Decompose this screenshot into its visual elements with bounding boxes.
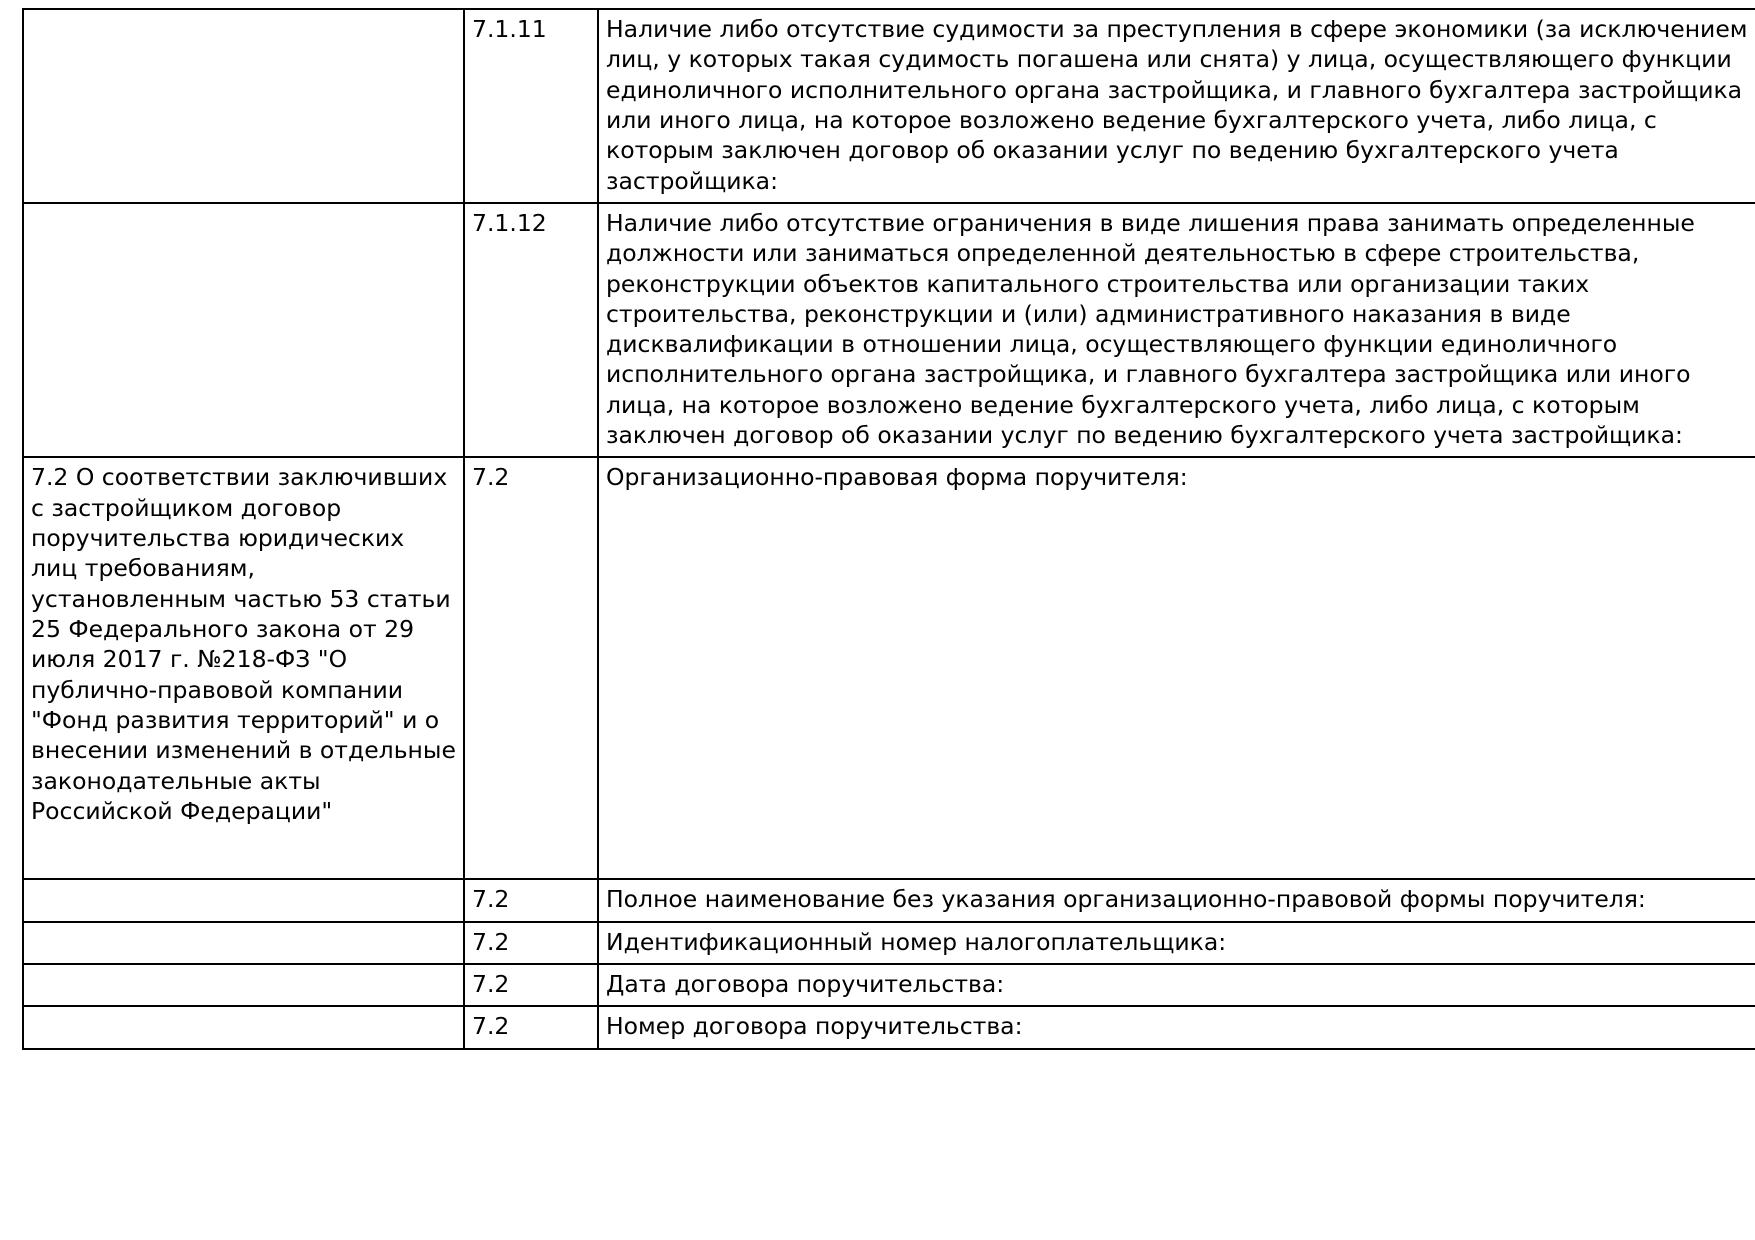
row-7-2-form-col-b [464, 457, 598, 879]
row-7-2-form-description: Организационно-правовая форма поручителя: [606, 463, 1188, 492]
row-7-2-inn-number: 7.2 [472, 927, 510, 956]
table-row [23, 457, 1755, 879]
row-7-2-name-col-a [23, 879, 464, 921]
row-7-2-date-col-c [598, 964, 1755, 1006]
row-7-1-12-col-c [598, 203, 1755, 458]
row-7-2-name-number: 7.2 [472, 885, 510, 914]
table-row [23, 922, 1755, 964]
section-7-2-title: 7.2 О соответствии заключивших с застройщиком договор поручительства юридических лиц требованиям, установленным частью 53 статьи 25 Федерального закона от 29 июля 2017 г. №218-ФЗ "О публично-правовой компании "Фонд развития территорий" и о внесении изменений в отдельные законодательные акты Российской Федерации" [31, 463, 464, 825]
row-7-2-date-col-a [23, 964, 464, 1006]
table-row [23, 1006, 1755, 1048]
row-7-1-11-col-b [464, 9, 598, 203]
row-7-2-form-number: 7.2 [472, 463, 510, 492]
declaration-table [22, 8, 1755, 1050]
row-7-1-11-number: 7.1.11 [472, 15, 547, 43]
row-7-1-12-description: Наличие либо отсутствие ограничения в виде лишения права занимать определенные должности или заниматься определенной деятельностью в сфере строительства, реконструкции объектов капитального строительства или организации таких строительства, реконструкции и (или) административного наказания в виде дисквалификации в отношении лица, осуществляющего функции единоличного исполнительного органа застройщика, и главного бухгалтера застройщика или иного лица, на которое возложено ведение бухгалтерского учета, либо лица, с которым заключен договор об оказании услуг по ведению бухгалтерского учета застройщика: [606, 208, 1703, 450]
table-row [23, 203, 1755, 458]
table-row [23, 9, 1755, 203]
row-7-2-date-number: 7.2 [472, 970, 510, 998]
row-7-2-inn-col-c [598, 922, 1755, 964]
row-7-2-number-col-a [23, 1006, 464, 1048]
row-7-2-number-description: Номер договора поручительства: [606, 1012, 1023, 1041]
row-7-2-name-col-b [464, 879, 598, 921]
row-7-1-12-number: 7.1.12 [472, 208, 547, 237]
row-7-2-date-description: Дата договора поручительства: [606, 970, 1005, 998]
row-7-1-12-col-a [23, 203, 464, 458]
row-7-2-inn-description: Идентификационный номер налогоплательщика: [606, 927, 1227, 956]
table-row [23, 879, 1755, 921]
row-7-2-number-col-c [598, 1006, 1755, 1048]
row-7-2-number-col-b [464, 1006, 598, 1048]
table-row [23, 964, 1755, 1006]
row-7-1-11-col-a [23, 9, 464, 203]
row-7-1-11-col-c [598, 9, 1755, 203]
row-7-2-inn-col-b [464, 922, 598, 964]
row-7-2-form-col-c [598, 457, 1755, 879]
row-7-2-name-description: Полное наименование без указания организационно-правовой формы поручителя: [606, 885, 1646, 914]
row-7-1-11-description: Наличие либо отсутствие судимости за преступления в сфере экономики (за исключением лиц, у которых такая судимость погашена или снята) у лица, осуществляющего функции единоличного исполнительного органа застройщика, и главного бухгалтера застройщика или иного лица, на которое возложено ведение бухгалтерского учета, либо лица, с которым заключен договор об оказании услуг по ведению бухгалтерского учета застройщика: [606, 15, 1755, 195]
row-7-2-name-col-c [598, 879, 1755, 921]
row-7-2-number-number: 7.2 [472, 1012, 510, 1041]
row-7-1-12-col-b [464, 203, 598, 458]
row-7-2-inn-col-a [23, 922, 464, 964]
row-7-2-date-col-b [464, 964, 598, 1006]
row-7-2-form-col-a [23, 457, 464, 879]
